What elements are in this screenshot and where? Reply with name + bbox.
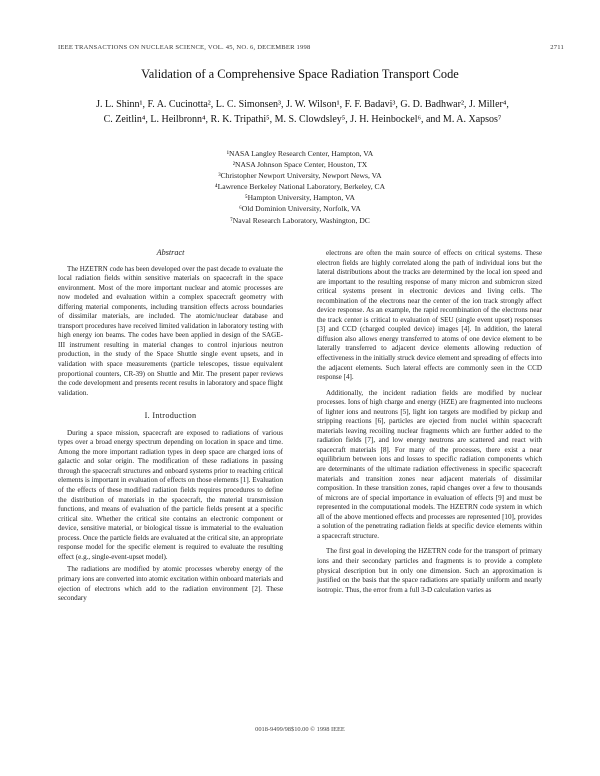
affiliation: ²NASA Johnson Space Center, Houston, TX	[232, 160, 368, 170]
copyright-code: 0018-9499/98$10.00 © 1998 IEEE	[255, 726, 345, 733]
affiliation-list	[150, 148, 450, 226]
abstract-heading: Abstract	[156, 248, 185, 257]
journal-header: IEEE TRANSACTIONS ON NUCLEAR SCIENCE, VOL. 45, NO. 6, DECEMBER 1998	[58, 44, 311, 51]
body-paragraph: electrons are often the main source of effects on critical systems. These electron fields are highly correlated along the path of individual ions but the lateral distributions about the tracks are determined by the local ion speed and are important to the resulting response of many micron and submicron sized critical systems present in electronic devices and living cells. The recombination of the electrons near the center of the ion track strongly affect device response. As an example, the rapid recombination of the electrons near the track center is critical to evaluation of SEU (single event upset) responses [3] and CCD (charged coupled device) images [4]. In addition, the lateral diffusion also allows energy transferred to atoms of one device element to be laterally transferred to adjacent device elements allowing reduction of effectiveness in the initially struck device element and spreading of effects into the adjacent elements. Such lateral effects are commonly seen in the CCD response [4].	[317, 249, 542, 382]
author-line: C. Zeitlin⁴, L. Heilbronn⁴, R. K. Tripathi⁵, M. S. Clowdsley⁵, J. H. Heinbockel⁶, and M. A. Xapsos⁷	[103, 114, 502, 125]
author-list	[60, 97, 545, 127]
affiliation: ³Christopher Newport University, Newport News, VA	[218, 171, 382, 181]
page-number: 2711	[550, 44, 564, 51]
affiliation: ⁷Naval Research Laboratory, Washington, DC	[230, 215, 370, 225]
running-header	[58, 44, 564, 51]
affiliation: ⁴Lawrence Berkeley National Laboratory, Berkeley, CA	[214, 182, 386, 192]
abstract-text: The HZETRN code has been developed over the past decade to evaluate the local radiation fields within sensitive materials on spacecraft in the space environment. Most of the more important nuclear and atomic processes are now modeled and evaluation within a complex spacecraft geometry with differing material components, including transition effects across boundaries of dissimilar materials, are included. The atomic/nuclear database and transport procedures have received limited validation in laboratory testing with high energy ion beams. The codes have been applied in design of the SAGE-III instrument resulting in material changes to control injurious neutron production, in the study of the Space Shuttle single event upsets, and in validation with space measurements (particle telescopes, tissue equivalent proportional counters, CR-39) on Shuttle and Mir. The present paper reviews the code development and presents recent results in laboratory and space flight validation.	[58, 264, 283, 397]
paper-title: Validation of a Comprehensive Space Radiation Transport Code	[141, 67, 459, 81]
affiliation: ⁶Old Dominion University, Norfolk, VA	[239, 204, 361, 214]
affiliation: ⁵Hampton University, Hampton, VA	[244, 193, 356, 203]
intro-paragraph: During a space mission, spacecraft are exposed to radiations of various types over a broad energy spectrum depending on location in space and time. Among the more important radiation types in deep space are charged ions of galactic and solar origin. The modification of these radiations in passing through the spacecraft structures and onboard systems prior to reaching critical elements is important in evaluation of effects on those elements [1]. Evaluation of the effects of these modified radiation fields requires procedures to define the distribution of materials in the spacecraft, the material transmission functions, and means of evaluation of the particle fields present at a specific critical site. Whether the critical site contains an electronic component or device, sensitive material, or biological tissue is immaterial to the evaluation process. Once the particle fields are evaluated at the critical site, an appropriate response model for the specific element is required to evaluate the resulting effect (e.g., single-event-upset model).	[58, 428, 283, 561]
intro-paragraph: The radiations are modified by atomic processes whereby energy of the primary ions are converted into atomic excitation within onboard materials and ejection of electrons which add to the radiation environment [2]. These secondary	[58, 565, 283, 603]
right-column	[317, 249, 542, 595]
body-paragraph: Additionally, the incident radiation fields are modified by nuclear processes. Ions of high charge and energy (HZE) are fragmented into nucleons of lighter ions and neutrons [5], light ion targets are modified by pickup and stripping reactions [6], particles are ejected from nuclei within spacecraft materials leaving recoiling nuclear fragments which are further added to the radiation fields [7], and low energy neutrons are scattered and react with spacecraft materials [8]. For many of the processes, there exist a near equilibrium between ions and losses to specific radiation components which are determinants of the ultimate radiation effectiveness in specific spacecraft materials and transition zones near adjacent materials of dissimilar composition. In these transition zones, rapid changes over a few to thousands of microns are of special importance in evaluation of effects [9] and must be represented in the computational models. The HZETRN code system in which all of the above mentioned effects and processes are represented [10], provides a solution of the penetrating radiation fields at specific device elements within a spacecraft structure.	[317, 388, 542, 540]
body-paragraph: The first goal in developing the HZETRN code for the transport of primary ions and their secondary particles and fragments is to provide a complete physical description but in only one dimension. Such an approximation is justified on the basis that the space radiations are spatially uniform and nearly isotropic. Thus, the error from a full 3-D calculation varies as	[317, 547, 542, 594]
introduction-heading: I. Introduction	[144, 411, 197, 421]
author-line: J. L. Shinn¹, F. A. Cucinotta², L. C. Simonsen³, J. W. Wilson¹, F. F. Badavi³, G. D. Badhwar², J. Miller⁴,	[96, 99, 509, 110]
affiliation: ¹NASA Langley Research Center, Hampton, VA	[226, 149, 374, 158]
left-column	[58, 248, 283, 604]
